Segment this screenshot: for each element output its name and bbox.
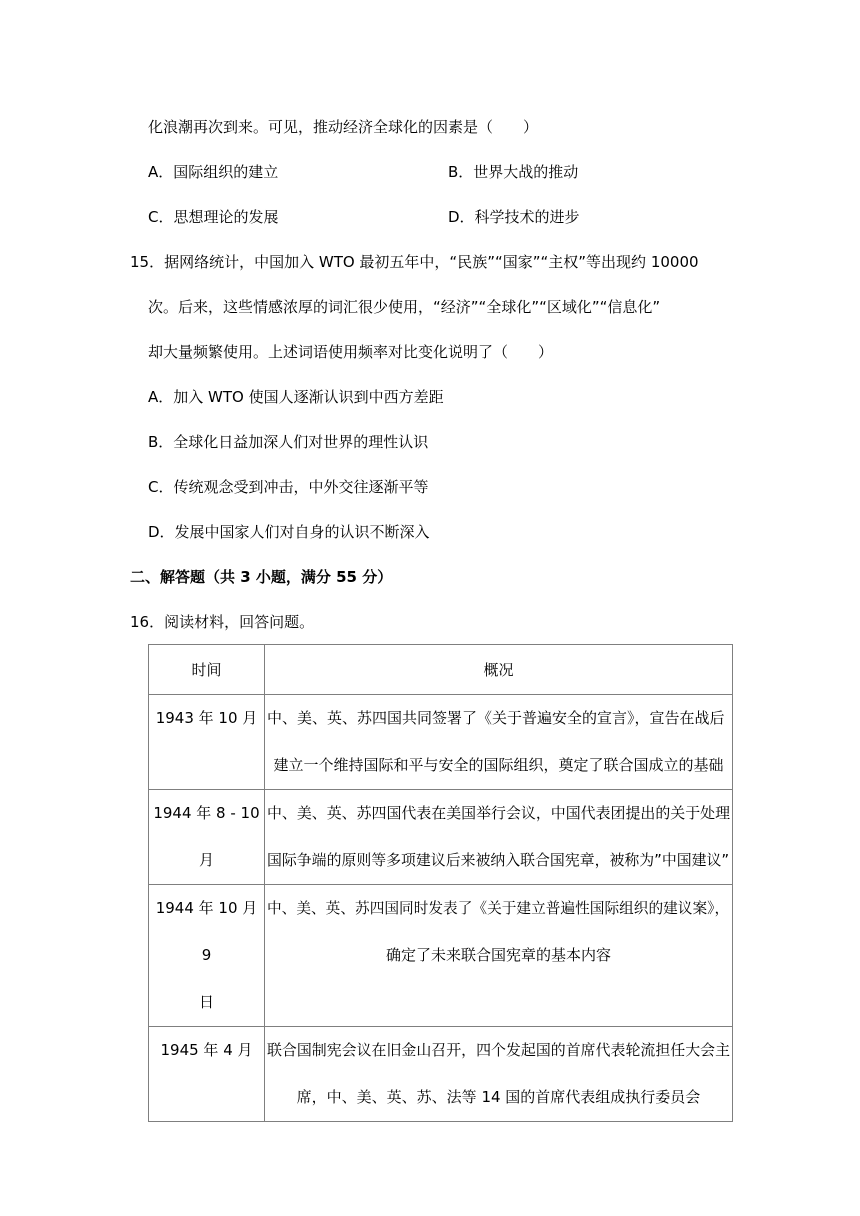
date-cell bbox=[149, 1027, 265, 1122]
desc-line1: 中、美、英、苏四国共同签署了《关于普遍安全的宣言》，宣告在战后 bbox=[267, 709, 725, 727]
date-line1: 1944 年 8 - 10 bbox=[153, 804, 260, 822]
date-line2: 月 bbox=[198, 851, 214, 869]
desc-line1: 中、美、英、苏四国同时发表了《关于建立普遍性国际组织的建议案》， bbox=[267, 900, 730, 917]
desc-cell bbox=[265, 1027, 733, 1122]
q14-option-c: C．思想理论的发展 bbox=[148, 208, 279, 226]
q15-option-a: A．加入 WTO 使国人逐渐认识到中西方差距 bbox=[148, 388, 444, 406]
history-table bbox=[148, 644, 733, 1122]
q15-option-d: D．发展中国家人们对自身的认识不断深入 bbox=[148, 523, 430, 541]
q14-option-d: D．科学技术的进步 bbox=[448, 208, 580, 226]
desc-line2: 确定了未来联合国宪章的基本内容 bbox=[385, 946, 611, 964]
header-overview: 概况 bbox=[265, 645, 733, 695]
table-row bbox=[149, 885, 733, 1027]
q15-stem-line3: 却大量频繁使用。上述词语使用频率对比变化说明了（ ） bbox=[148, 343, 554, 361]
date-cell bbox=[149, 885, 265, 1027]
q15-option-b: B．全球化日益加深人们对世界的理性认识 bbox=[148, 433, 429, 451]
date-line1: 1944 年 10 月 9 bbox=[155, 899, 258, 964]
q14-option-b: B．世界大战的推动 bbox=[448, 163, 579, 181]
date-cell bbox=[149, 695, 265, 790]
header-time: 时间 bbox=[149, 645, 265, 695]
table-header-row bbox=[149, 645, 733, 695]
q14-stem-continuation: 化浪潮再次到来。可见，推动经济全球化的因素是（ ） bbox=[148, 118, 539, 136]
q15-option-c: C．传统观念受到冲击，中外交往逐渐平等 bbox=[148, 478, 429, 496]
date-cell bbox=[149, 790, 265, 885]
desc-line2: 席，中、美、英、苏、法等 14 国的首席代表组成执行委员会 bbox=[296, 1088, 701, 1106]
desc-cell bbox=[265, 885, 733, 1027]
date-line2: 日 bbox=[198, 993, 214, 1011]
q14-option-a: A．国际组织的建立 bbox=[148, 163, 279, 181]
desc-line2: 建立一个维持国际和平与安全的国际组织，奠定了联合国成立的基础 bbox=[273, 756, 724, 774]
desc-cell bbox=[265, 790, 733, 885]
table-row bbox=[149, 1027, 733, 1122]
section-heading: 二、解答题（共 3 小题，满分 55 分） bbox=[130, 568, 393, 586]
date-line1: 1945 年 4 月 bbox=[160, 1041, 253, 1059]
q15-stem-line1: 15．据网络统计，中国加入 WTO 最初五年中，“民族”“国家”“主权”等出现约 10000 bbox=[130, 253, 699, 271]
desc-cell bbox=[265, 695, 733, 790]
desc-line1: 中、美、英、苏四国代表在美国举行会议，中国代表团提出的关于处理 bbox=[267, 804, 731, 822]
table-row bbox=[149, 695, 733, 790]
q15-stem-line2: 次。后来，这些情感浓厚的词汇很少使用，“经济”“全球化”“区域化”“信息化” bbox=[148, 298, 661, 316]
date-line1: 1943 年 10 月 bbox=[155, 709, 258, 727]
desc-line2: 国际争端的原则等多项建议后来被纳入联合国宪章，被称为”中国建议” bbox=[267, 851, 730, 869]
table-row bbox=[149, 790, 733, 885]
q16-stem: 16．阅读材料，回答问题。 bbox=[130, 613, 315, 631]
desc-line1: 联合国制宪会议在旧金山召开，四个发起国的首席代表轮流担任大会主 bbox=[267, 1041, 731, 1059]
